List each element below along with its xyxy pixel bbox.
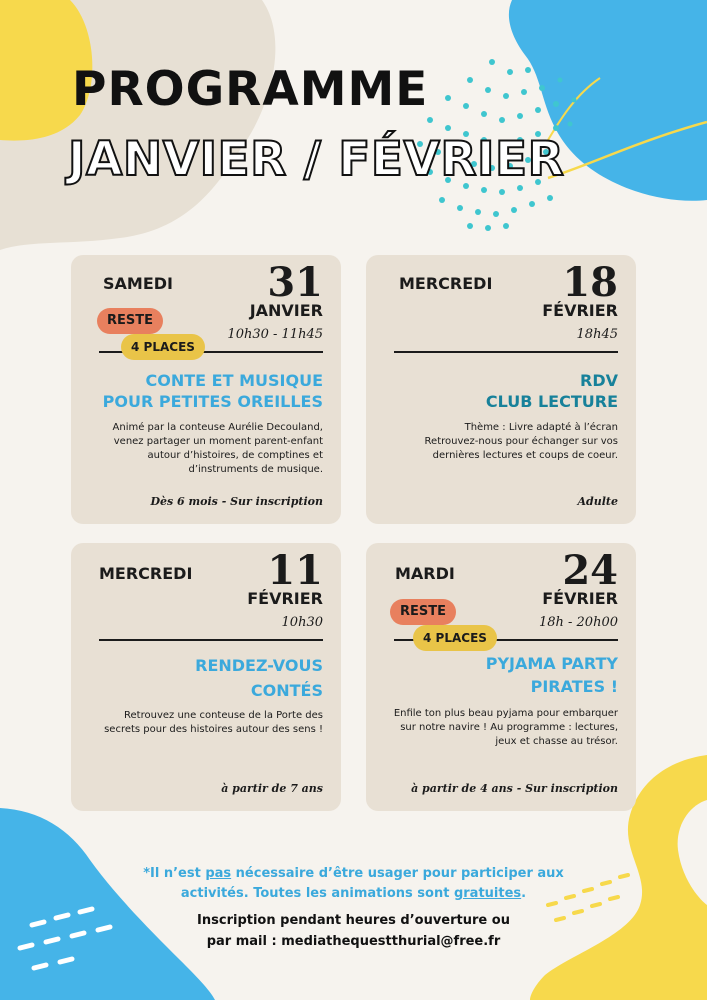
event-audience: Adulte [577, 495, 618, 508]
event-day-number: 24 [562, 547, 618, 594]
event-description: Retrouvez une conteuse de la Porte des secrets pour des histoires autour des sens ! [104, 710, 323, 735]
divider [394, 351, 618, 353]
contact-info [150, 910, 557, 952]
note-text: . [521, 886, 527, 901]
remaining-badge: RESTE [390, 599, 456, 625]
event-title: RENDEZ-VOUS CONTÉS [195, 656, 323, 700]
event-day-number: 11 [267, 547, 323, 594]
event-month: JANVIER [249, 301, 323, 320]
note-emphasis: pas [205, 866, 232, 881]
event-description: Enfile ton plus beau pyjama pour embarquer sur notre navire ! Au programme : lectures, jeux et chasse au trésor. [393, 708, 618, 747]
event-day-name: MERCREDI [99, 564, 193, 583]
event-month: FÉVRIER [542, 589, 618, 608]
event-day-number: 31 [267, 259, 323, 306]
event-day-name: MARDI [395, 564, 455, 583]
info-note [120, 864, 587, 904]
event-audience: à partir de 4 ans - Sur inscription [411, 782, 618, 795]
event-title: RDV CLUB LECTURE [485, 371, 618, 411]
page-subtitle: JANVIER / FÉVRIER [68, 132, 565, 187]
remaining-badge: RESTE [97, 308, 163, 334]
event-day-number: 18 [562, 259, 618, 306]
event-audience: à partir de 7 ans [221, 782, 323, 795]
places-badge: 4 PLACES [413, 625, 497, 651]
note-text: *Il n’est [143, 866, 206, 881]
places-badge: 4 PLACES [121, 334, 205, 360]
event-audience: Dès 6 mois - Sur inscription [150, 495, 323, 508]
event-description: Thème : Livre adapté à l’écran Retrouvez-nous pour échanger sur vos dernières lectures et coups de coeur. [424, 422, 618, 461]
blue-blob-bottom-left [0, 808, 215, 1000]
event-time: 18h - 20h00 [538, 615, 618, 630]
event-card-1 [71, 255, 341, 524]
event-title: PYJAMA PARTY PIRATES ! [485, 654, 618, 696]
event-day-name: SAMEDI [103, 274, 173, 293]
event-card-2 [366, 255, 636, 524]
divider [99, 639, 323, 641]
event-card-3 [71, 543, 341, 811]
event-title: CONTE ET MUSIQUE POUR PETITES OREILLES [102, 371, 323, 411]
event-card-4 [366, 543, 636, 811]
event-day-name: MERCREDI [399, 274, 493, 293]
page-title: PROGRAMME [72, 62, 429, 117]
note-emphasis: gratuites [453, 886, 522, 901]
contact-line: Inscription pendant heures d’ouverture ou [197, 913, 510, 928]
event-time: 10h30 - 11h45 [227, 327, 323, 342]
event-time: 18h45 [576, 327, 618, 342]
contact-email[interactable]: par mail : mediathequestthurial@free.fr [206, 934, 501, 949]
event-description: Animé par la conteuse Aurélie Decouland, venez partager un moment parent-enfant autour d’histoires, de comptines et d’instruments de musique. [112, 422, 323, 475]
event-month: FÉVRIER [247, 589, 323, 608]
event-month: FÉVRIER [542, 301, 618, 320]
note-text: nécessaire d’être usager pour participer aux activités. Toutes les animations sont [180, 866, 564, 901]
event-time: 10h30 [281, 615, 323, 630]
